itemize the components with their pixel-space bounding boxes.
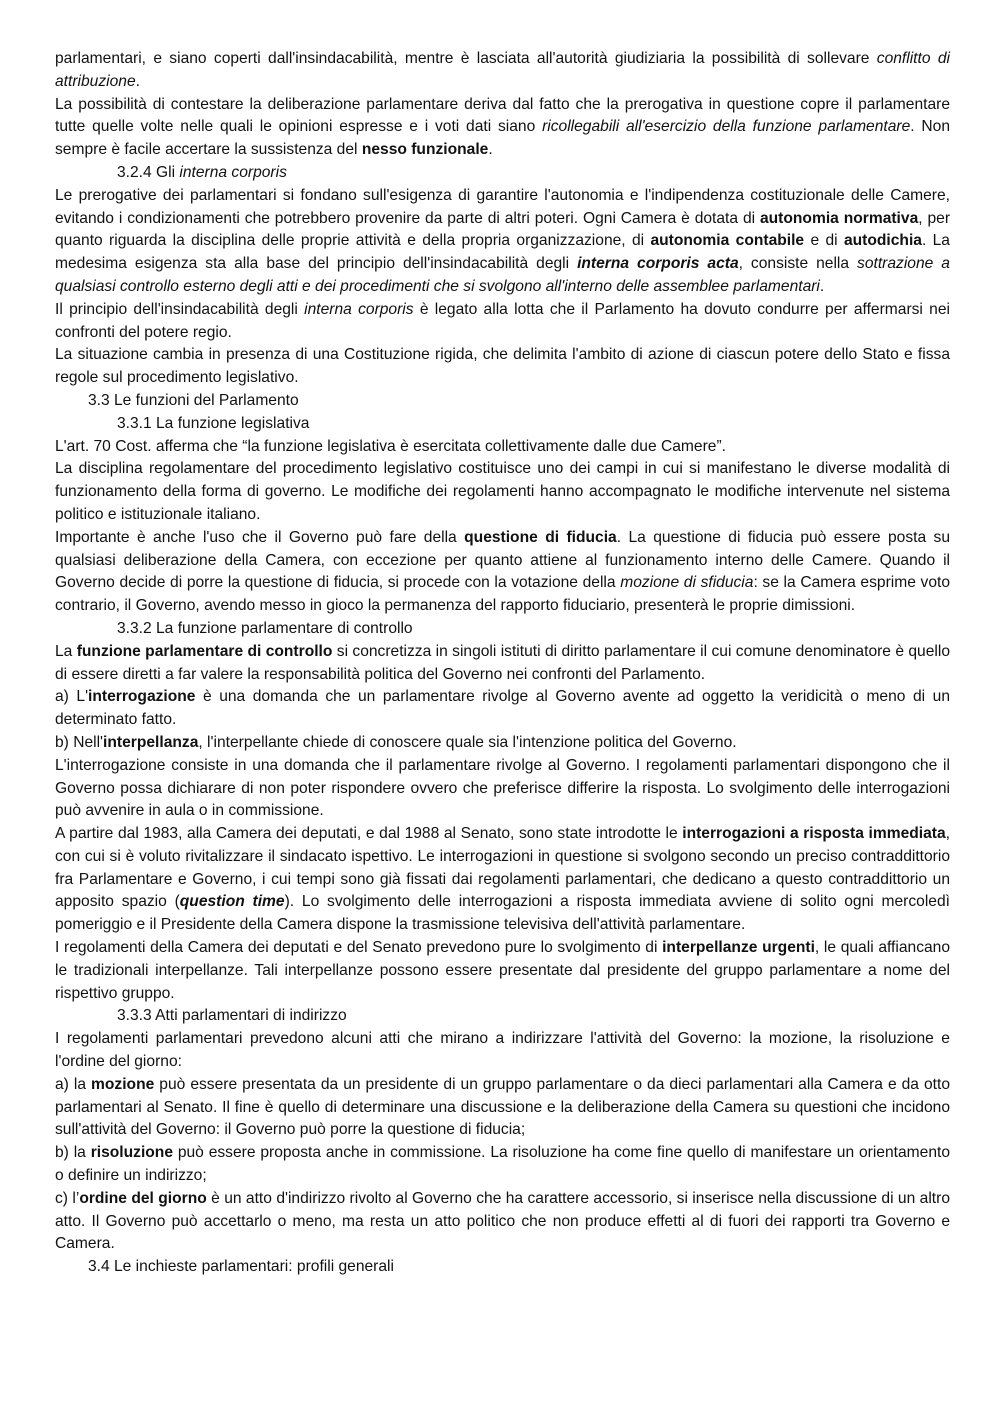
text-run: 3.3.2 La funzione parlamentare di controllo	[117, 619, 413, 637]
text-run: b) Nell'	[55, 733, 104, 751]
body-paragraph	[55, 458, 950, 526]
text-run: : se la Camera esprime voto contrario, il Governo, avendo messo in gioco la permanenza del rapporto fiduciario, presenterà le proprie dimissioni.	[55, 574, 951, 615]
text-run: si concretizza in singoli istituti di diritto parlamentare il cui comune denominatore è quello di essere diretti a far valere la responsabilità politica del Governo nei confronti del Parlamento.	[55, 642, 950, 683]
text-run: a) la	[55, 1075, 92, 1093]
text-run: L'art. 70 Cost. afferma che “la funzione legislativa è esercitata collettivamente dalle due Camere”.	[55, 437, 726, 455]
bold-text: questione di fiducia	[464, 528, 617, 546]
bold-italic-run	[180, 893, 285, 910]
body-paragraph	[55, 937, 950, 1005]
text-run: è una domanda che un parlamentare rivolge al Governo avente ad oggetto la veridicità o meno di un determinato fatto.	[55, 688, 950, 729]
body-paragraph	[55, 436, 950, 459]
body-paragraph	[55, 732, 950, 755]
bold-text: ordine del giorno	[79, 1189, 207, 1207]
body-paragraph	[55, 686, 950, 732]
body-paragraph	[55, 48, 950, 94]
text-run: .	[819, 277, 825, 295]
body-paragraph	[55, 299, 950, 345]
text-run: I regolamenti della Camera dei deputati e del Senato prevedono pure lo svolgimento di	[55, 939, 663, 957]
body-paragraph	[55, 1074, 950, 1142]
italic-text: mozione di sfiducia	[620, 574, 754, 592]
text-run: La possibilità di contestare la deliberazione parlamentare deriva dal fatto che la prerogativa in questione copre il parlamentare tutte quelle volte nelle quali le opinioni espresse e i voti dati siano	[55, 95, 950, 136]
body-paragraph	[55, 755, 950, 823]
text-run: . La questione di fiducia può essere posta su qualsiasi deliberazione della Camera, con eccezione per quanto attiene al funzionamento interno delle Camere. Quando il Governo decide di porre la questione di fiducia, si procede con la votazione della	[55, 528, 951, 592]
text-run: 3.3.1 La funzione legislativa	[117, 414, 310, 432]
bold-text: interrogazione	[88, 688, 196, 706]
text-run: , le quali affiancano le tradizionali interpellanze. Tali interpellanze possono essere presentate dal presidente del gruppo parlamentare a nome del rispettivo gruppo.	[55, 939, 951, 1002]
text-run: La situazione cambia in presenza di una Costituzione rigida, che delimita l'ambito di azione di ciascun potere dello Stato e fissa regole sul procedimento legislativo.	[55, 346, 950, 387]
text-run: 3.3 Le funzioni del Parlamento	[88, 391, 299, 409]
bold-italic-text: interna corporis acta	[577, 255, 739, 273]
text-run: 3.3.3 Atti parlamentari di indirizzo	[117, 1007, 347, 1025]
text-run: ). Lo svolgimento delle interrogazioni a risposta immediata avviene di solito ogni mercoledì pomeriggio e il Presidente della Camera dispone la trasmissione televisiva dell'attività parlamentare.	[55, 893, 950, 934]
text-run: può essere presentata da un presidente di un gruppo parlamentare o da dieci parlamentari alla Camera e da otto parlamentari al Senato. Il fine è quello di determinare una discussione e la deliberazione della Camera su questioni che incidono sull'attività del Governo: il Governo può porre la questione di fiducia;	[55, 1075, 950, 1139]
text-run: è legato alla lotta che il Parlamento ha dovuto condurre per affermarsi nei confronti del potere regio.	[55, 300, 950, 341]
text-run: A partire dal 1983, alla Camera dei deputati, e dal 1988 al Senato, sono state introdotte le	[55, 825, 683, 843]
section-heading	[55, 1256, 950, 1279]
text-run: parlamentari, e siano coperti dall'insindacabilità, mentre è lasciata all'autorità giudiziaria la possibilità di sollevare	[55, 50, 877, 67]
text-run: , l'interpellante chiede di conoscere quale sia l'intenzione politica del Governo.	[198, 733, 737, 751]
text-run: Il principio dell'insindacabilità degli	[55, 300, 305, 318]
body-paragraph	[55, 1028, 950, 1074]
text-run: 3.2.4 Gli	[117, 163, 180, 181]
text-run: Le prerogative dei parlamentari si fondano sull'esigenza di garantire l'autonomia e l'indipendenza costituzionale delle Camere, evitando i condizionamenti che potrebbero provenire da parte di altri poteri. Ogni Camera è dotata di	[55, 186, 950, 227]
text-run: b) la	[55, 1144, 91, 1162]
body-paragraph	[55, 344, 950, 390]
bold-text: autodichia	[843, 232, 922, 250]
text-run: . La medesima esigenza sta alla base del principio dell'insindacabilità degli	[55, 232, 950, 273]
bold-text: interrogazioni a risposta immediata	[682, 825, 946, 843]
text-run: a) L'	[55, 688, 89, 706]
italic-text: interna corporis	[179, 163, 287, 181]
body-paragraph	[55, 823, 950, 937]
text-run: La disciplina regolamentare del procedimento legislativo costituisce uno dei campi in cui si manifestano le diverse modalità di funzionamento della forma di governo. Le modifiche dei regolamenti hanno accompagnato le modifiche intervenute nel sistema politico e istituzionale italiano.	[55, 460, 950, 523]
text-run: è un atto d'indirizzo rivolto al Governo che ha carattere accessorio, si inserisce nella discussione di un altro atto. Il Governo può accettarlo o meno, ma resta un atto politico che non produce effetti al di fuori dei rapporti tra Governo e Camera.	[55, 1189, 950, 1253]
text-run: , consiste nella	[738, 255, 858, 273]
bold-text: interpellanza	[103, 733, 199, 751]
text-run: .	[488, 141, 493, 159]
subsection-heading	[55, 162, 950, 185]
text-run: .	[135, 72, 140, 90]
text-run: L'interrogazione consiste in una domanda che il parlamentare rivolge al Governo. I regolamenti parlamentari dispongono che il Governo possa dichiarare di non poter rispondere ovvero che preferisce differire la risposta. Lo svolgimento delle interrogazioni può avvenire in aula o in commissione.	[55, 756, 950, 820]
subsection-heading	[55, 618, 950, 641]
bold-text: autonomia contabile	[650, 232, 805, 250]
text-run: c) l’	[55, 1189, 80, 1207]
bold-text: interpellanze urgenti	[662, 939, 815, 957]
text-run: La	[55, 642, 77, 660]
bold-text: funzione parlamentare di controllo	[76, 642, 333, 660]
subsection-heading	[55, 413, 950, 436]
text-run: I regolamenti parlamentari prevedono alcuni atti che mirano a indirizzare l'attività del Governo: la mozione, la risoluzione e l'ordine del giorno:	[55, 1030, 950, 1071]
bold-text: nesso funzionale	[361, 141, 489, 159]
body-paragraph	[55, 185, 950, 299]
bold-text: risoluzione	[90, 1144, 173, 1162]
italic-text: interna corporis	[304, 300, 414, 318]
text-run: 3.4 Le inchieste parlamentari: profili generali	[88, 1258, 394, 1276]
italic-text: sottrazione a qualsiasi controllo esterno degli atti e dei procedimenti che si svolgono all'interno delle assemblee parlamentari	[55, 255, 950, 295]
text-run: , per quanto riguarda la disciplina delle proprie attività e della propria organizzazione, di	[55, 209, 951, 250]
body-paragraph	[55, 1142, 950, 1188]
text-run: , con cui si è voluto rivitalizzare il sindacato ispettivo. Le interrogazioni in questione si svolgono secondo un preciso contraddittorio fra Parlamentare e Governo, i cui tempi sono già fissati dai regolamenti parlamentari, che dedicano a questo contraddittorio un apposito spazio (	[55, 825, 951, 911]
bold-text: mozione	[91, 1075, 155, 1093]
italic-text: conflitto di attribuzione	[55, 50, 950, 90]
body-paragraph	[55, 1188, 950, 1256]
italic-text: ricollegabili all'esercizio della funzione parlamentare	[542, 118, 911, 136]
body-paragraph	[55, 527, 950, 618]
bold-italic-run	[577, 255, 739, 272]
text-run: e di	[804, 232, 844, 250]
text-run: Importante è anche l'uso che il Governo può fare della	[55, 528, 465, 546]
body-paragraph	[55, 94, 950, 162]
body-paragraph	[55, 641, 950, 687]
text-run: . Non sempre è facile accertare la sussistenza del	[55, 118, 951, 159]
subsection-heading	[55, 1005, 950, 1028]
bold-text: autonomia normativa	[759, 209, 919, 227]
section-heading	[55, 390, 950, 413]
text-run: può essere proposta anche in commissione. La risoluzione ha come fine quello di manifestare un orientamento o definire un indirizzo;	[55, 1144, 950, 1185]
bold-italic-text: question time	[179, 893, 285, 911]
